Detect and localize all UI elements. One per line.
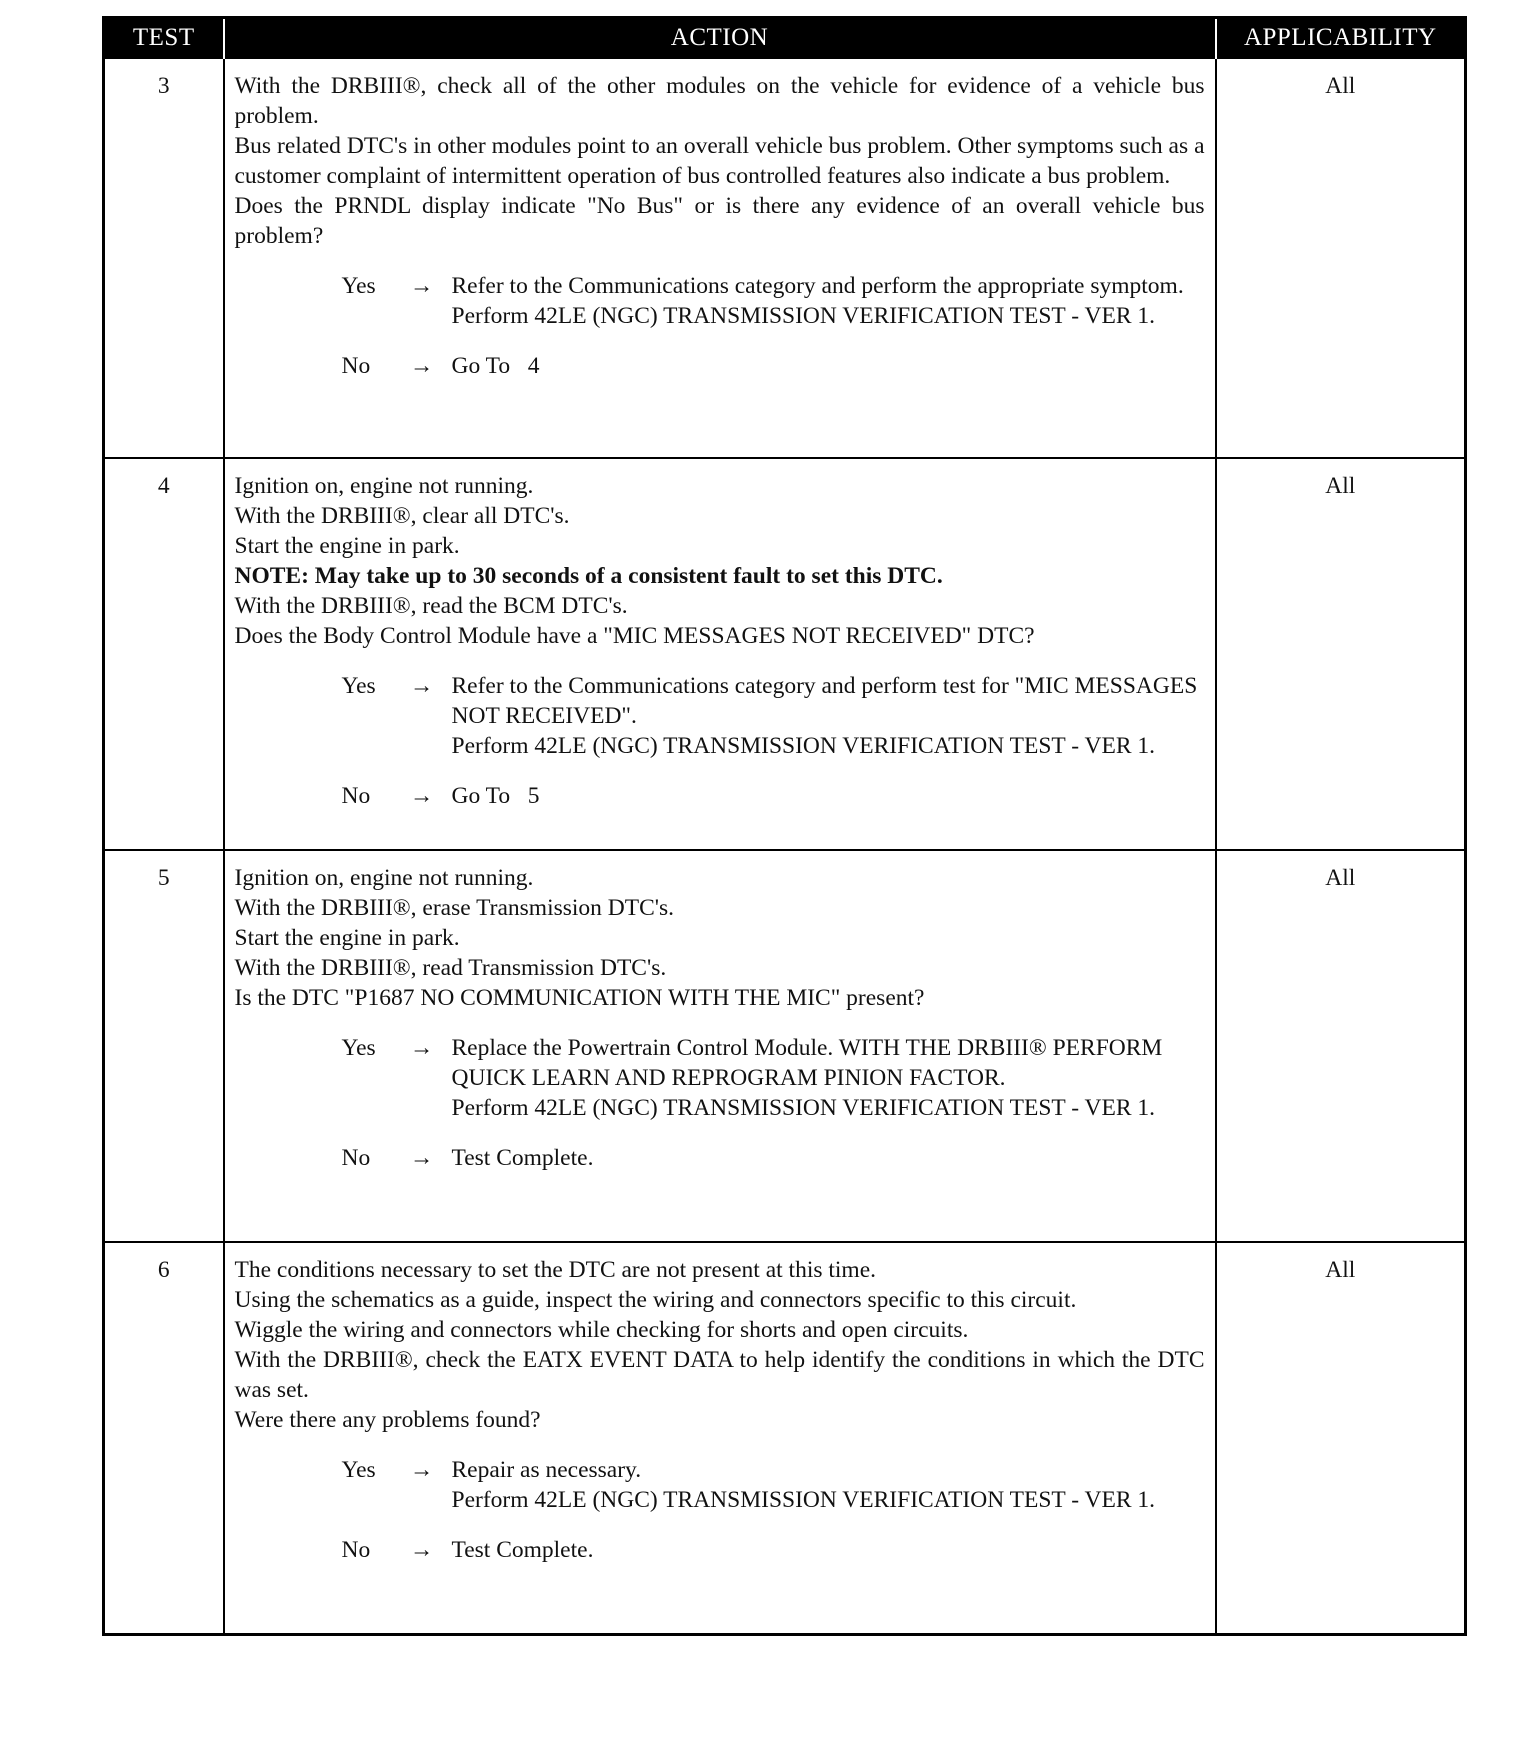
header-applicability: APPLICABILITY xyxy=(1216,18,1466,59)
no-label: No xyxy=(341,1537,371,1563)
action-line: Using the schematics as a guide, inspect the wiring and connectors specific to this circuit. xyxy=(234,1287,1077,1313)
yes-result-line: Perform 42LE (NGC) TRANSMISSION VERIFICATION TEST - VER 1. xyxy=(451,303,1155,329)
yes-result-line: Refer to the Communications category and perform test for "MIC MESSAGES NOT RECEIVED". xyxy=(451,673,1198,729)
no-answer xyxy=(235,781,1205,811)
yes-result-line: Perform 42LE (NGC) TRANSMISSION VERIFICATION TEST - VER 1. xyxy=(451,733,1155,759)
no-label: No xyxy=(341,783,371,809)
answer-block xyxy=(235,271,1205,381)
action-cell xyxy=(224,458,1216,850)
table-row xyxy=(104,850,1466,1242)
action-line: Does the Body Control Module have a "MIC MESSAGES NOT RECEIVED" DTC? xyxy=(234,623,1035,649)
right-arrow-icon: → xyxy=(409,783,434,809)
action-line: With the DRBIII®, read Transmission DTC's. xyxy=(234,955,667,981)
yes-result-line: Refer to the Communications category and perform the appropriate symptom. xyxy=(451,273,1184,299)
yes-label: Yes xyxy=(341,273,376,299)
test-procedure-table xyxy=(102,16,1467,1636)
action-line: Is the DTC "P1687 NO COMMUNICATION WITH THE MIC" present? xyxy=(234,985,925,1011)
yes-label: Yes xyxy=(341,1035,376,1061)
table-row xyxy=(104,458,1466,850)
applicability-cell: All xyxy=(1216,58,1466,458)
action-line: With the DRBIII®, read the BCM DTC's. xyxy=(234,593,628,619)
no-result: Test Complete. xyxy=(451,1537,594,1563)
table-row xyxy=(104,58,1466,458)
applicability-cell: All xyxy=(1216,850,1466,1242)
yes-result-line: Repair as necessary. xyxy=(451,1457,642,1483)
action-line: With the DRBIII®, check all of the other modules on the vehicle for evidence of a vehicle bus problem. xyxy=(234,73,1205,129)
test-number: 4 xyxy=(104,458,224,850)
action-line: With the DRBIII®, erase Transmission DTC's. xyxy=(234,895,675,921)
action-line: The conditions necessary to set the DTC are not present at this time. xyxy=(234,1257,877,1283)
answer-block xyxy=(235,1455,1205,1565)
note-text: NOTE: May take up to 30 seconds of a consistent fault to set this DTC. xyxy=(234,563,943,589)
action-line: Wiggle the wiring and connectors while checking for shorts and open circuits. xyxy=(234,1317,969,1343)
answer-block xyxy=(235,1033,1205,1173)
no-result: Go To 4 xyxy=(451,353,540,379)
action-line: Bus related DTC's in other modules point to an overall vehicle bus problem. Other symptoms such as a customer complaint of intermittent operation of bus controlled features also indicate a bus problem. xyxy=(234,133,1205,189)
answer-block xyxy=(235,671,1205,811)
action-cell xyxy=(224,850,1216,1242)
right-arrow-icon: → xyxy=(409,353,434,379)
yes-answer xyxy=(235,1033,1205,1123)
header-test: TEST xyxy=(104,18,224,59)
action-line: Were there any problems found? xyxy=(234,1407,541,1433)
action-line: Does the PRNDL display indicate "No Bus" or is there any evidence of an overall vehicle bus problem? xyxy=(234,193,1205,249)
action-line: With the DRBIII®, clear all DTC's. xyxy=(234,503,570,529)
right-arrow-icon: → xyxy=(409,1457,434,1483)
yes-result xyxy=(452,1455,1205,1515)
no-result: Go To 5 xyxy=(451,783,540,809)
action-line: Start the engine in park. xyxy=(234,925,460,951)
right-arrow-icon: → xyxy=(409,273,434,299)
table-row xyxy=(104,1242,1466,1634)
no-answer xyxy=(235,351,1205,381)
diagnostic-procedure-sheet xyxy=(102,16,1464,1636)
no-result: Test Complete. xyxy=(451,1145,594,1171)
right-arrow-icon: → xyxy=(409,1537,434,1563)
yes-label: Yes xyxy=(341,673,376,699)
yes-result xyxy=(452,271,1205,331)
action-cell xyxy=(224,58,1216,458)
applicability-cell: All xyxy=(1216,458,1466,850)
yes-answer xyxy=(235,271,1205,331)
table-header xyxy=(104,18,1466,59)
yes-result-line: Perform 42LE (NGC) TRANSMISSION VERIFICATION TEST - VER 1. xyxy=(451,1487,1155,1513)
test-number: 6 xyxy=(104,1242,224,1634)
yes-result-line: Replace the Powertrain Control Module. WITH THE DRBIII® PERFORM QUICK LEARN AND REPROGRAM PINION FACTOR. xyxy=(451,1035,1163,1091)
no-label: No xyxy=(341,353,371,379)
action-cell xyxy=(224,1242,1216,1634)
yes-answer xyxy=(235,671,1205,761)
action-line: Start the engine in park. xyxy=(234,533,460,559)
no-answer xyxy=(235,1143,1205,1173)
header-row xyxy=(104,18,1466,59)
table-body xyxy=(104,58,1466,1634)
action-line: Ignition on, engine not running. xyxy=(234,473,534,499)
action-line: Ignition on, engine not running. xyxy=(234,865,534,891)
yes-answer xyxy=(235,1455,1205,1515)
test-number: 5 xyxy=(104,850,224,1242)
yes-label: Yes xyxy=(341,1457,376,1483)
right-arrow-icon: → xyxy=(409,1035,434,1061)
yes-result-line: Perform 42LE (NGC) TRANSMISSION VERIFICATION TEST - VER 1. xyxy=(451,1095,1155,1121)
action-line: With the DRBIII®, check the EATX EVENT DATA to help identify the conditions in which the DTC was set. xyxy=(234,1347,1205,1403)
yes-result xyxy=(452,1033,1205,1123)
right-arrow-icon: → xyxy=(409,1145,434,1171)
header-action: ACTION xyxy=(224,18,1216,59)
test-number: 3 xyxy=(104,58,224,458)
no-answer xyxy=(235,1535,1205,1565)
applicability-cell: All xyxy=(1216,1242,1466,1634)
no-label: No xyxy=(341,1145,371,1171)
right-arrow-icon: → xyxy=(409,673,434,699)
yes-result xyxy=(452,671,1205,761)
